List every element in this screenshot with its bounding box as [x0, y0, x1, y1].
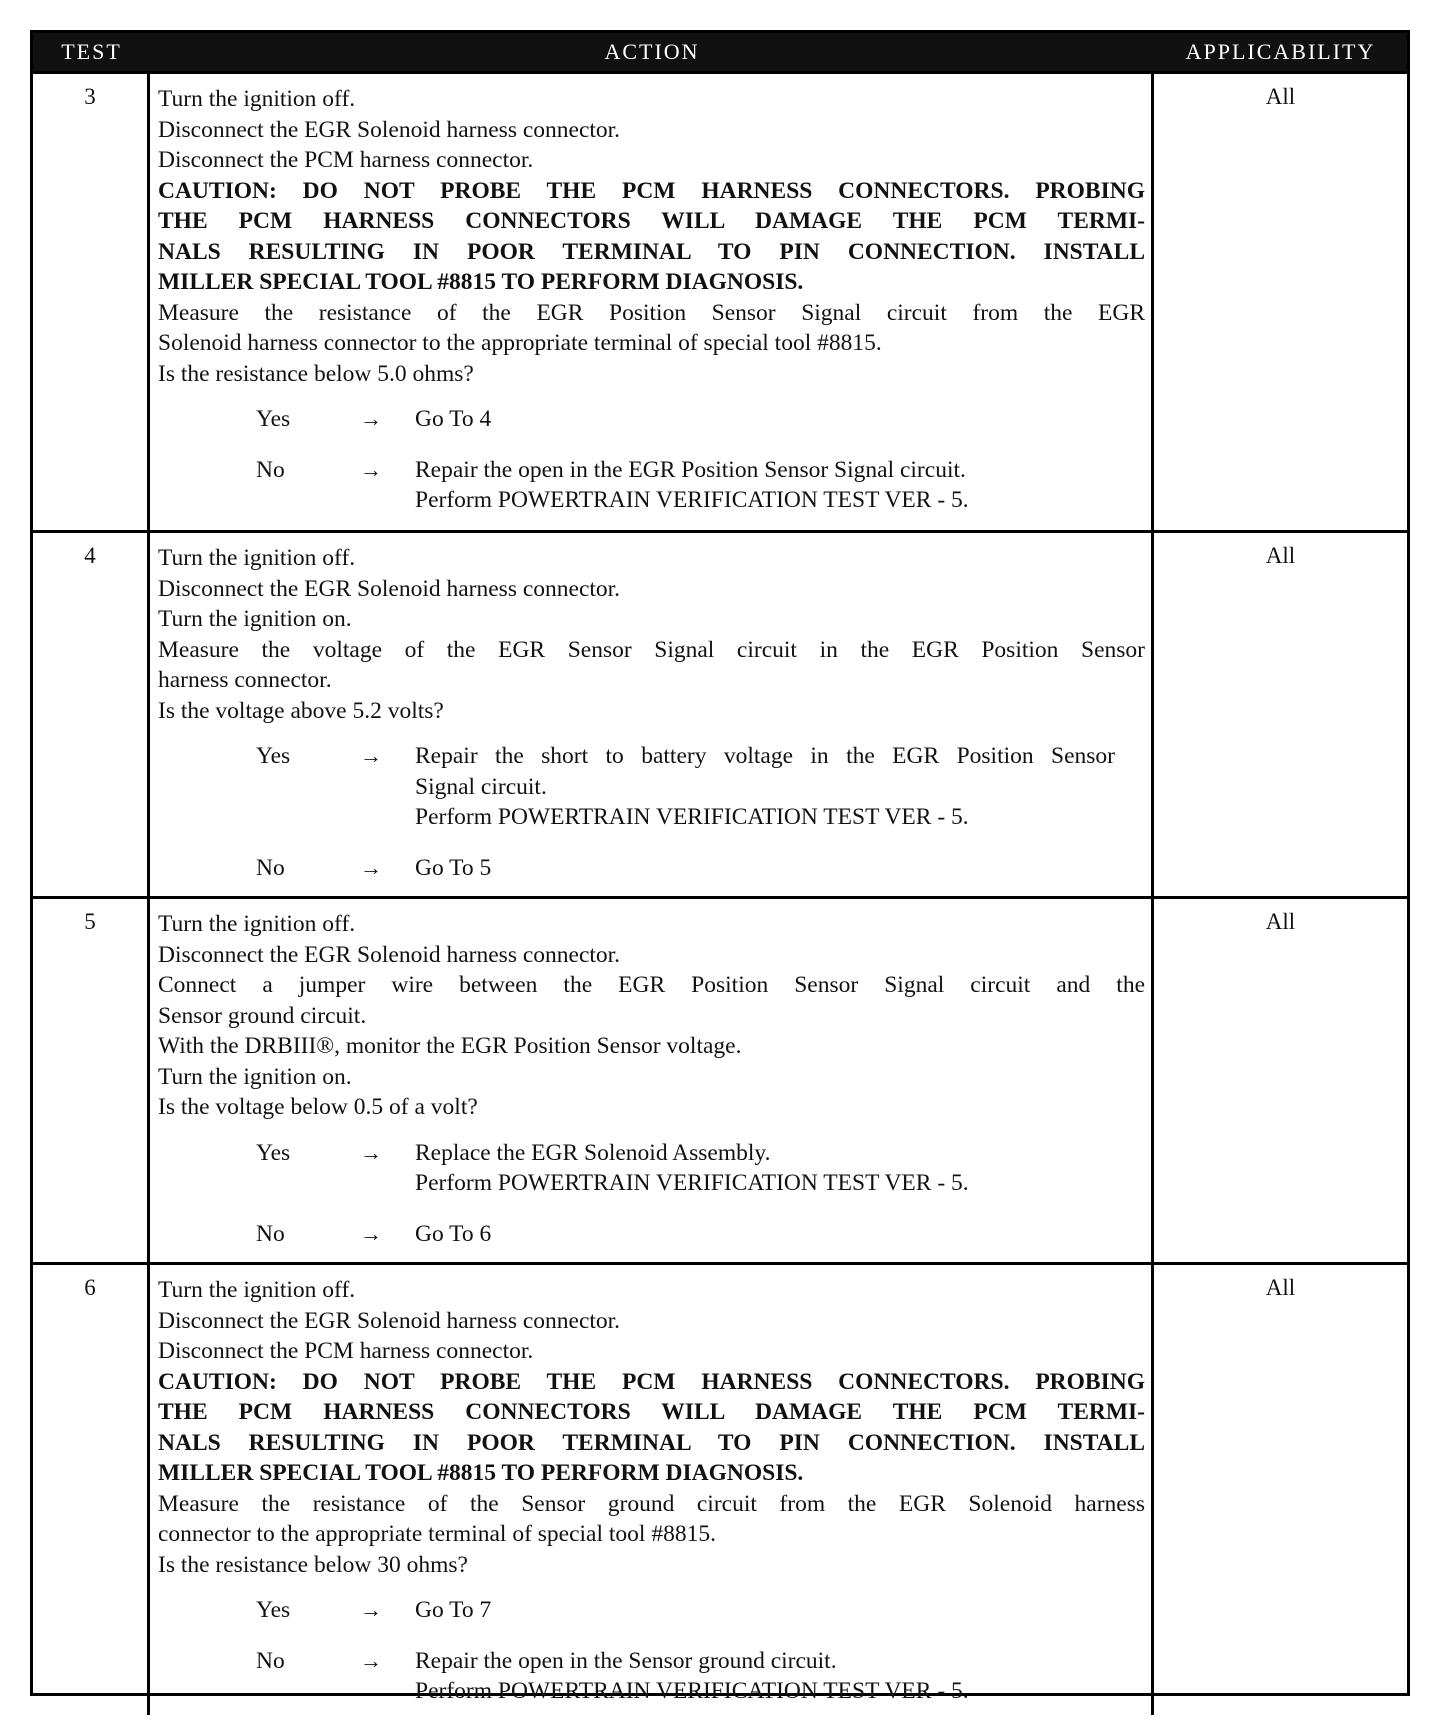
- yes-result: [415, 741, 1115, 833]
- action-line: Solenoid harness connector to the appropriate terminal of special tool #8815.: [158, 330, 882, 356]
- arrow-icon: →: [360, 456, 382, 482]
- no-branch: [158, 455, 1145, 516]
- arrow-icon: →: [360, 1220, 382, 1246]
- table-header: [33, 33, 1407, 71]
- caution-line: THE PCM HARNESS CONNECTORS WILL DAMAGE THE PCM TERMI-: [158, 208, 1145, 234]
- action-line: Measure the resistance of the EGR Position Sensor Signal circuit from the EGR: [158, 299, 1145, 326]
- result-line: Perform POWERTRAIN VERIFICATION TEST VER - 5.: [415, 1678, 969, 1704]
- table-body: [33, 71, 1407, 1704]
- action-cell: [150, 899, 1154, 1262]
- no-label: No: [256, 1647, 285, 1674]
- result-line: Replace the EGR Solenoid Assembly.: [415, 1139, 771, 1166]
- arrow-icon: →: [360, 406, 382, 431]
- no-label: No: [256, 456, 285, 483]
- caution-line: CAUTION: DO NOT PROBE THE PCM HARNESS CONNECTORS. PROBING: [158, 177, 1145, 204]
- action-line: Turn the ignition on.: [158, 1063, 352, 1090]
- yes-branch: [158, 741, 1145, 833]
- no-label: No: [256, 854, 285, 881]
- action-line: connector to the appropriate terminal of special tool #8815.: [158, 1521, 716, 1547]
- caution-line: NALS RESULTING IN POOR TERMINAL TO PIN CONNECTION. INSTALL: [158, 238, 1145, 265]
- branch-list: [158, 404, 1145, 516]
- yes-label: Yes: [256, 1597, 291, 1623]
- table-row: [33, 896, 1407, 1262]
- action-line: Is the voltage above 5.2 volts?: [158, 697, 444, 724]
- arrow-icon: →: [360, 1139, 382, 1165]
- result-line: Perform POWERTRAIN VERIFICATION TEST VER - 5.: [415, 804, 969, 830]
- result-line: Go To 7: [415, 1597, 492, 1623]
- yes-branch: [158, 404, 1145, 435]
- no-result: [415, 853, 1115, 884]
- action-line: Disconnect the EGR Solenoid harness connector.: [158, 575, 621, 602]
- table-row: [33, 530, 1407, 896]
- yes-result: [415, 1138, 1115, 1199]
- yes-label: Yes: [256, 743, 291, 769]
- caution-line: MILLER SPECIAL TOOL #8815 TO PERFORM DIAGNOSIS.: [158, 1460, 804, 1486]
- action-line: Sensor ground circuit.: [158, 1002, 367, 1029]
- branch-list: [158, 741, 1145, 883]
- arrow-icon: →: [360, 1647, 382, 1673]
- action-cell: [150, 1265, 1154, 1715]
- no-result: [415, 1219, 1115, 1250]
- header-applicability: APPLICABILITY: [1185, 39, 1376, 64]
- diagnostic-test-table: [30, 30, 1410, 1704]
- caution-line: MILLER SPECIAL TOOL #8815 TO PERFORM DIAGNOSIS.: [158, 269, 804, 295]
- action-line: Disconnect the EGR Solenoid harness connector.: [158, 116, 621, 143]
- caution-line: CAUTION: DO NOT PROBE THE PCM HARNESS CONNECTORS. PROBING: [158, 1368, 1145, 1395]
- action-line: Disconnect the PCM harness connector.: [158, 147, 534, 173]
- no-result: [415, 1646, 1115, 1707]
- arrow-icon: →: [360, 743, 382, 768]
- action-line: Measure the voltage of the EGR Sensor Signal circuit in the EGR Position Sensor: [158, 636, 1145, 663]
- action-line: Connect a jumper wire between the EGR Position Sensor Signal circuit and the: [158, 972, 1145, 998]
- yes-label: Yes: [256, 1139, 291, 1166]
- action-line: Disconnect the EGR Solenoid harness connector.: [158, 941, 621, 968]
- result-line: Signal circuit.: [415, 773, 547, 800]
- branch-list: [158, 1595, 1145, 1707]
- yes-branch: [158, 1595, 1145, 1626]
- result-line: Perform POWERTRAIN VERIFICATION TEST VER - 5.: [415, 1170, 969, 1196]
- test-number: 3: [33, 74, 150, 530]
- caution-line: THE PCM HARNESS CONNECTORS WILL DAMAGE THE PCM TERMI-: [158, 1399, 1145, 1425]
- yes-branch: [158, 1138, 1145, 1199]
- caution-line: NALS RESULTING IN POOR TERMINAL TO PIN CONNECTION. INSTALL: [158, 1429, 1145, 1456]
- action-line: Is the resistance below 30 ohms?: [158, 1551, 468, 1578]
- action-line: Disconnect the PCM harness connector.: [158, 1338, 534, 1364]
- result-line: Go To 6: [415, 1220, 492, 1247]
- result-line: Perform POWERTRAIN VERIFICATION TEST VER - 5.: [415, 487, 969, 513]
- action-line: Measure the resistance of the Sensor ground circuit from the EGR Solenoid harness: [158, 1490, 1145, 1517]
- result-line: Repair the short to battery voltage in the EGR Position Sensor: [415, 743, 1115, 769]
- action-line: Turn the ignition off.: [158, 911, 356, 937]
- table-row: [33, 1262, 1407, 1704]
- branch-list: [158, 1138, 1145, 1250]
- yes-result: [415, 1595, 1115, 1626]
- applicability-value: All: [1265, 1275, 1296, 1300]
- arrow-icon: →: [360, 1597, 382, 1622]
- no-label: No: [256, 1220, 285, 1247]
- action-line: harness connector.: [158, 667, 332, 693]
- applicability-value: All: [1265, 543, 1296, 568]
- test-number: 5: [33, 899, 150, 1262]
- no-branch: [158, 1219, 1145, 1250]
- action-line: Disconnect the EGR Solenoid harness connector.: [158, 1307, 621, 1334]
- result-line: Repair the open in the Sensor ground circuit.: [415, 1647, 837, 1674]
- test-number: 4: [33, 533, 150, 896]
- header-test: TEST: [61, 39, 122, 64]
- action-line: Turn the ignition off.: [158, 1277, 356, 1303]
- no-result: [415, 455, 1115, 516]
- no-branch: [158, 1646, 1145, 1707]
- action-line: Turn the ignition on.: [158, 606, 352, 632]
- applicability-value: All: [1265, 84, 1296, 109]
- yes-label: Yes: [256, 406, 291, 432]
- table-row: [33, 71, 1407, 530]
- action-line: Turn the ignition off.: [158, 86, 356, 112]
- result-line: Go To 4: [415, 406, 492, 432]
- action-line: Is the resistance below 5.0 ohms?: [158, 360, 474, 387]
- yes-result: [415, 404, 1115, 435]
- result-line: Go To 5: [415, 854, 492, 881]
- applicability-value: All: [1265, 909, 1296, 934]
- arrow-icon: →: [360, 854, 382, 880]
- action-line: Is the voltage below 0.5 of a volt?: [158, 1094, 478, 1120]
- no-branch: [158, 853, 1145, 884]
- action-cell: [150, 74, 1154, 530]
- test-number: 6: [33, 1265, 150, 1715]
- action-line: With the DRBIII®, monitor the EGR Position Sensor voltage.: [158, 1033, 742, 1059]
- header-action: ACTION: [604, 39, 700, 64]
- action-cell: [150, 533, 1154, 896]
- action-line: Turn the ignition off.: [158, 545, 356, 571]
- result-line: Repair the open in the EGR Position Sensor Signal circuit.: [415, 456, 966, 483]
